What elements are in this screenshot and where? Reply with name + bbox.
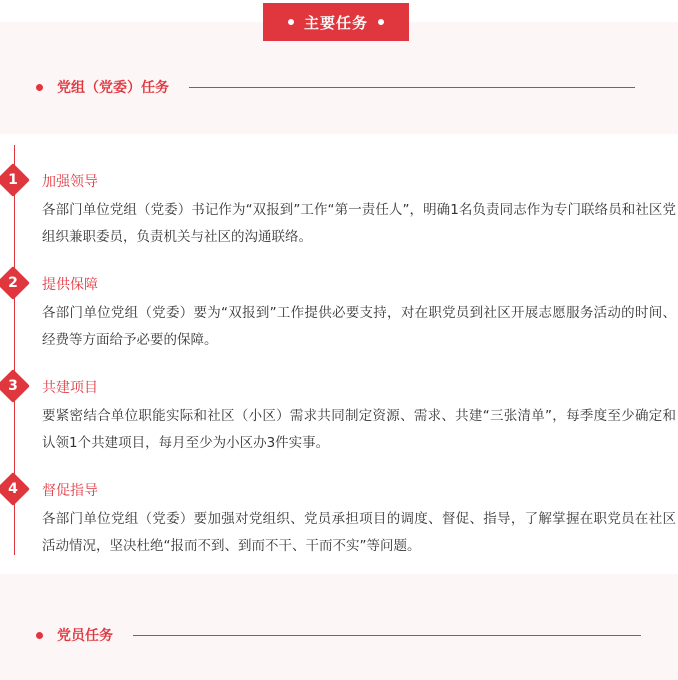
section-rule bbox=[133, 635, 641, 636]
task-number: 1 bbox=[8, 172, 18, 188]
section-header-party-group bbox=[36, 77, 635, 97]
section-title: 党员任务 bbox=[57, 628, 113, 644]
task-description: 各部门单位党组（党委）要加强对党组织、党员承担项目的调度、督促、指导，了解掌握在职党员在社区活动情况，坚决杜绝“报而不到、到而不干、干而不实”等问题。 bbox=[42, 511, 676, 554]
section-rule bbox=[189, 87, 635, 88]
task-description: 要紧密结合单位职能实际和社区（小区）需求共同制定资源、需求、共建“三张清单”，每季度至少确定和认领1个共建项目，每月至少为小区办3件实事。 bbox=[42, 408, 676, 451]
main-tasks-banner bbox=[263, 3, 409, 41]
task-number: 2 bbox=[8, 275, 18, 291]
task-number: 3 bbox=[8, 378, 18, 394]
section-bullet bbox=[36, 632, 43, 639]
section-bullet bbox=[36, 84, 43, 91]
task-description: 各部门单位党组（党委）要为“双报到”工作提供必要支持，对在职党员到社区开展志愿服务活动的时间、经费等方面给予必要的保障。 bbox=[42, 305, 676, 348]
banner-dot-right bbox=[378, 19, 384, 25]
section-title: 党组（党委）任务 bbox=[57, 80, 169, 96]
banner-title: 主要任务 bbox=[303, 13, 368, 32]
task-title: 督促指导 bbox=[42, 483, 98, 499]
task-title: 加强领导 bbox=[42, 174, 98, 190]
task-number: 4 bbox=[8, 481, 18, 497]
task-title: 提供保障 bbox=[42, 277, 98, 293]
banner-dot-left bbox=[288, 19, 294, 25]
section-header-party-member bbox=[36, 625, 641, 645]
task-title: 共建项目 bbox=[42, 380, 98, 396]
task-description: 各部门单位党组（党委）书记作为“双报到”工作“第一责任人”，明确1名负责同志作为专门联络员和社区党组织兼职委员，负责机关与社区的沟通联络。 bbox=[42, 202, 676, 245]
